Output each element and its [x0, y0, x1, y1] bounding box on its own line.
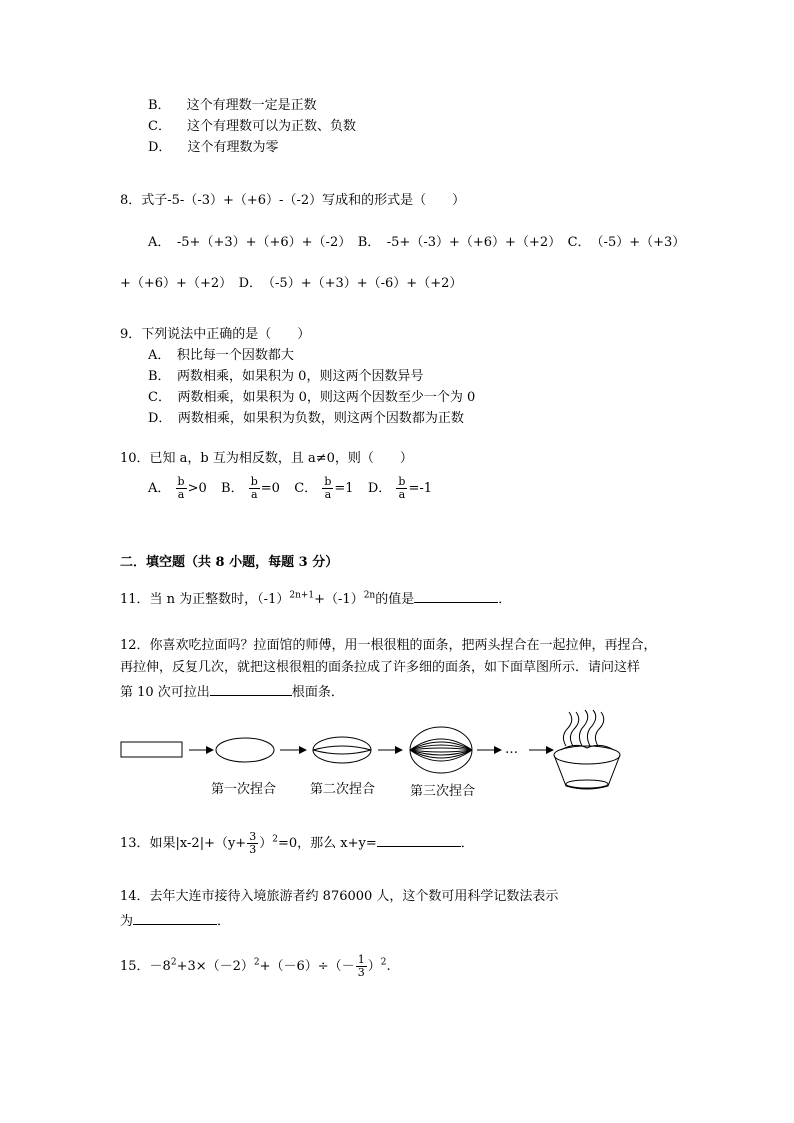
q7-option-b-text: 这个有理数一定是正数 [186, 98, 317, 113]
q7-option-d-label: D． [148, 140, 172, 155]
q13-middle: =0，那么 x+y= [277, 836, 377, 851]
q13-exponent: 2 [272, 834, 278, 845]
q7-option-c-text: 这个有理数可以为正数、负数 [186, 119, 356, 134]
fraction-numerator: b [324, 475, 332, 488]
fraction-denominator: a [177, 488, 185, 501]
answer-blank[interactable] [377, 832, 461, 847]
q15-exponent-3: 2 [380, 957, 387, 968]
q10-option-a-relation: >0 [187, 481, 207, 496]
diagram-ellipsis: … [505, 742, 518, 757]
q9-stem: 9．下列说法中正确的是（ ） [120, 327, 311, 342]
q11-middle: +（-1） [314, 592, 364, 607]
fraction-numerator: b [398, 475, 406, 488]
q13-after-fraction: ） [259, 836, 273, 851]
q7-option-c-label: C． [148, 119, 171, 134]
q11-prefix: 11．当 n 为正整数时，（-1） [120, 592, 290, 607]
fraction-denominator: a [324, 488, 332, 501]
q7-option-b-label: B． [148, 98, 171, 113]
fraction-denominator: 3 [249, 843, 257, 856]
caption-second-fold: 第二次捏合 [310, 782, 376, 797]
q13-fraction [247, 831, 258, 856]
fraction-denominator: a [398, 488, 406, 501]
noodle-bowl-icon [554, 710, 620, 789]
q14-line2-prefix: 为 [120, 914, 134, 929]
q11-end: ． [498, 592, 512, 607]
q13-prefix: 13．如果|x-2|+（y+ [120, 836, 247, 851]
q10-option-a-label: A． [148, 481, 171, 496]
fraction-denominator: 3 [357, 966, 365, 979]
fraction-numerator: b [250, 475, 258, 488]
q9-option-c: C． 两数相乘，如果积为 0，则这两个因数至少一个为 0 [148, 390, 476, 405]
q12-line3-prefix: 第 10 次可拉出 [120, 685, 210, 700]
q11-suffix: 的值是 [375, 592, 415, 607]
q11-exponent-2: 2n [363, 590, 376, 601]
q10-option-d-relation: =-1 [408, 481, 433, 496]
caption-third-fold: 第三次捏合 [410, 784, 476, 799]
q12-line2: 再拉伸，反复几次，就把这根很粗的面条拉成了许多细的面条，如下面草图所示．请问这样 [120, 660, 641, 675]
q8-options-line1: A． -5+（+3）+（+6）+（-2） B． -5+（-3）+（+6）+（+2） C． （-5）+（+3） [148, 235, 686, 250]
q10-option-d-label: D． [367, 481, 392, 496]
q10-option-b-label: B． [221, 481, 244, 496]
q15-middle-2: +（－6）÷（－ [259, 959, 355, 974]
q15-prefix: 15．－8 [120, 959, 171, 974]
q14-line2 [120, 910, 230, 931]
section-heading: 二．填空题（共 8 小题，每题 3 分） [120, 555, 339, 570]
second-fold-shape [313, 737, 371, 763]
fraction-numerator: 3 [249, 830, 257, 843]
q15-fraction [356, 954, 367, 979]
q15-exponent-2: 2 [253, 957, 260, 968]
caption-first-fold: 第一次捏合 [211, 782, 277, 797]
q15-end: . [386, 959, 391, 974]
q9-option-b: B． 两数相乘，如果积为 0，则这两个因数异号 [148, 369, 424, 384]
answer-blank[interactable] [133, 910, 217, 925]
q11-exponent-1: 2n+1 [289, 590, 315, 601]
third-fold-shape [410, 727, 472, 773]
q7-option-d-text: 这个有理数为零 [187, 140, 279, 155]
q15-after-fraction: ） [367, 959, 381, 974]
q15-exponent-1: 2 [170, 957, 177, 968]
q10-option-b-relation: =0 [260, 481, 280, 496]
fraction-numerator: b [177, 475, 185, 488]
fraction-denominator: a [250, 488, 258, 501]
q14-end: ． [217, 914, 231, 929]
q8-stem: 8．式子-5-（-3）+（+6）-（-2）写成和的形式是（ ） [120, 193, 466, 208]
fraction-numerator: 1 [357, 953, 365, 966]
q10-option-c-relation: =1 [334, 481, 354, 496]
q15 [120, 952, 391, 982]
q8-options-line2: +（+6）+（+2） D． （-5）+（+3）+（-6）+（+2） [120, 276, 463, 291]
q10-option-c-label: C． [294, 481, 318, 496]
first-fold-shape [216, 738, 274, 762]
thick-noodle-shape [121, 742, 182, 757]
q13-end: ． [460, 836, 474, 851]
q9-option-a: A． 积比每一个因数都大 [148, 348, 294, 363]
q12-line1: 12．你喜欢吃拉面吗？拉面馆的师傅，用一根很粗的面条，把两头捏合在一起拉伸，再捏合， [120, 638, 657, 653]
q15-middle-1: +3×（－2） [176, 959, 254, 974]
q14-line1: 14．去年大连市接待入境旅游者约 876000 人，这个数可用科学记数法表示 [120, 889, 559, 904]
q12-line3-suffix: 根面条． [291, 685, 344, 700]
q9-option-d: D． 两数相乘，如果积为负数，则这两个因数都为正数 [148, 411, 464, 426]
q13 [120, 830, 474, 858]
q10-stem: 10．已知 a，b 互为相反数，且 a≠0，则（ ） [120, 451, 413, 466]
